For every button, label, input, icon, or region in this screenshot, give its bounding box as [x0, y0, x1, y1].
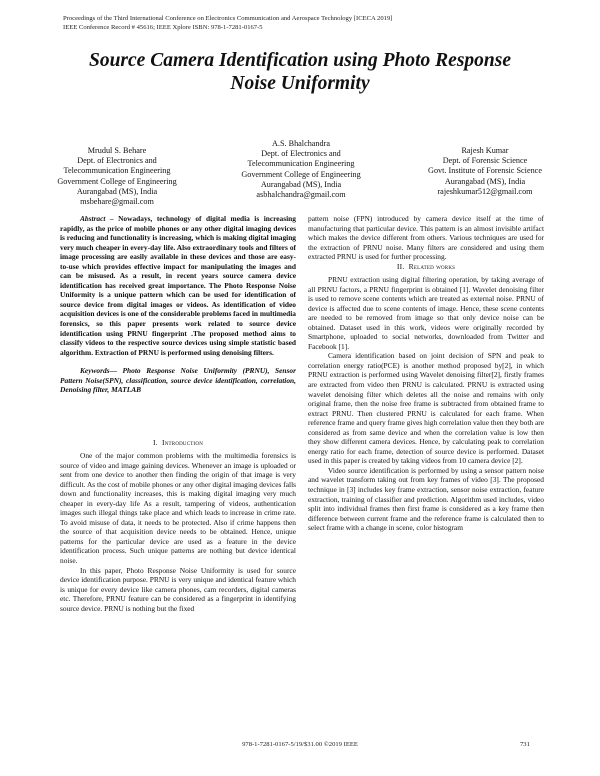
- author-email: msbehare@gmail.com: [80, 197, 154, 207]
- author-affiliation: Dept. of Electronics and: [77, 156, 157, 166]
- abstract: [60, 214, 296, 357]
- section-2-number: II.: [396, 262, 405, 271]
- paragraph: In this paper, Photo Response Noise Uniformity is used for source device identification purpose. PRNU is very unique and identical feature which is unique for every device like camera phones, cam recorders, digital cameras etc. Therefore, PRNU feature can be considered as a fingerprint in identifying source device. PRNU is nothing but the fixed: [60, 565, 296, 613]
- paragraph: One of the major common problems with the multimedia forensics is source of video and image gaining devices. Whenever an image is uploaded or sent from one device to another then finding the origin of that image is very difficult. As the cost of mobile phones or any other digital imaging devices falls down and functionality increases, this is making digital imaging very much cheaper in every-day life As a result, tampering of videos, authentication images such illegal things take place and which leads to increase in crime rate. To avoid misuse of data, it needs to be protected. Also if crime happens then the source of that acquisition device needs to be obtained. Hence, unique patterns for the particular device are used as a feature in the device identification process. Such unique patterns are nothing but device identical noise.: [60, 451, 296, 566]
- paragraph: Camera identification based on joint decision of SPN and peak to correlation energy ratio(PCE) is another method proposed by[2], in which PRNU extraction is performed using Wavelet denoising filter[2], firstly frames are extracted from video then PRNU is calculated. PRNU is extracted using wavelet denoising filter which deletes all the noise and remains with only original frame, then the noise free frame is subtracted from obtained frame to extract PRNU. Then clustered PRNU is calculated for each frame. When reference frame and query frame gives high correlation value then they both are considered as from same device and when the correlation value is low then they show different camera devices. Hence, by calculating peak to correlation energy ratio for each frame, detection of source device is performed. Dataset used in this paper is created by taking videos from 10 camera device [2].: [308, 351, 544, 466]
- right-column-continuation: [308, 214, 544, 262]
- author-affiliation: Aurangabad (MS), India: [260, 179, 342, 189]
- paragraph: PRNU extraction using digital filtering operation, by taking average of all PRNU factors, a PRNU fingerprint is obtained [1]. Wavelet denoising filter is used to remove scene contents which are treated as external noise. PRNU of device is affected due to scene contents of image. Hence, these scene contents are needed to be removed from image so that only device noise can be obtained. Dataset used in this work, videos were originally recorded by Smartphone, uploaded to social networks, downloaded from Twitter and Facebook [1].: [308, 275, 544, 351]
- author-affiliation: Aurangabad (MS), India: [444, 176, 526, 186]
- author-block-1: [22, 146, 212, 207]
- author-affiliation: Government College of Engineering: [57, 176, 177, 186]
- author-email: asbhalchandra@gmail.com: [256, 190, 346, 200]
- paper-title-line-1: Source Camera Identification using Photo Response: [88, 50, 511, 71]
- abstract-text: – Nowadays, technology of digital media is increasing rapidly, as the price of mobile phones or any other digital imaging devices is reducing and functionality is increasing, which is making digital imaging very much cheaper in every-day life. Also extraordinary tools and filters of image processing are easily available in these devices and those are easy-to-use which provides effective impact for manipulating the images and can be misused. As a result, in recent years source camera device identification has received great importance. The Photo Response Noise Uniformity is a unique pattern which can be used for identification of source device from digital images or videos. As identification of video acquisition devices is one of the considerable problems faced in multimedia forensics, so this paper presents work related to source device identification using PRNU fingerprint .The proposed method aims to classify videos to the respective source devices using simple statistic based algorithm. Extraction of PRNU is performed using denoising filters.: [60, 214, 296, 357]
- author-affiliation: Govt. Institute of Forensic Science: [428, 166, 542, 176]
- author-affiliation: Telecommunication Engineering: [63, 166, 171, 176]
- section-2-heading: [308, 262, 544, 272]
- paper-title: [40, 49, 560, 95]
- author-affiliation: Telecommunication Engineering: [247, 159, 355, 169]
- author-email: rajeshkumar512@gmail.com: [437, 186, 533, 196]
- footer-isbn: 978-1-7281-0167-5/19/$31.00 ©2019 IEEE: [242, 741, 358, 748]
- paragraph: pattern noise (FPN) introduced by camera device itself at the time of manufacturing that particular device. This pattern is an almost invisible artifact which makes the device different from others. Various techniques are used for the extraction of PRNU noise. Many filters are considered and using them extracted PRNU is used for further processing.: [308, 214, 544, 262]
- author-affiliation: Dept. of Forensic Science: [442, 156, 528, 166]
- section-1-title: Introduction: [161, 438, 204, 447]
- section-2-title: Related works: [408, 262, 456, 271]
- section-1-number: I.: [152, 438, 158, 447]
- author-affiliation: Dept. of Electronics and: [261, 149, 341, 159]
- paper-title-line-2: Noise Uniformity: [230, 73, 370, 94]
- author-block-2: [212, 139, 390, 200]
- author-name: Rajesh Kumar: [461, 146, 509, 155]
- section-1-heading: [60, 438, 296, 448]
- paragraph: Video source identification is performed by using a sensor pattern noise and wavelet transform taking out from key frames of video [3]. The proposed technique in [3] includes key frame extraction, sensor noise extraction, feature extraction, training of classifier and prediction. Algorithm used includes, video split into individual frames then first frame is considered as a key frame then difference between current frame and the reference frame is calculated then to select frame with a change in scene, color histogram: [308, 465, 544, 533]
- keywords-label: Keywords—: [80, 366, 117, 375]
- proceedings-line-2: IEEE Conference Record # 45616; IEEE Xplore ISBN: 978-1-7281-0167-5: [63, 24, 263, 31]
- proceedings-header: [63, 14, 392, 32]
- keywords: [60, 366, 296, 395]
- keywords-text: Photo Response Noise Uniformity (PRNU), Sensor Pattern Noise(SPN), classification, source device identification, correlation, Denoising filter, MATLAB: [60, 366, 296, 395]
- abstract-label: Abstract: [80, 214, 106, 223]
- author-affiliation: Aurangabad (MS), India: [76, 186, 158, 196]
- proceedings-line-1: Proceedings of the Third International Conference on Electronics Communication and Aerospace Technology [ICECA 2019]: [63, 15, 393, 22]
- introduction-body: [60, 451, 296, 613]
- author-name: Mrudul S. Behare: [87, 146, 147, 155]
- page-number: 731: [520, 741, 530, 748]
- related-works-body: [308, 275, 544, 533]
- author-block-3: [390, 146, 580, 197]
- author-affiliation: Government College of Engineering: [241, 169, 361, 179]
- author-name: A.S. Bhalchandra: [272, 139, 330, 148]
